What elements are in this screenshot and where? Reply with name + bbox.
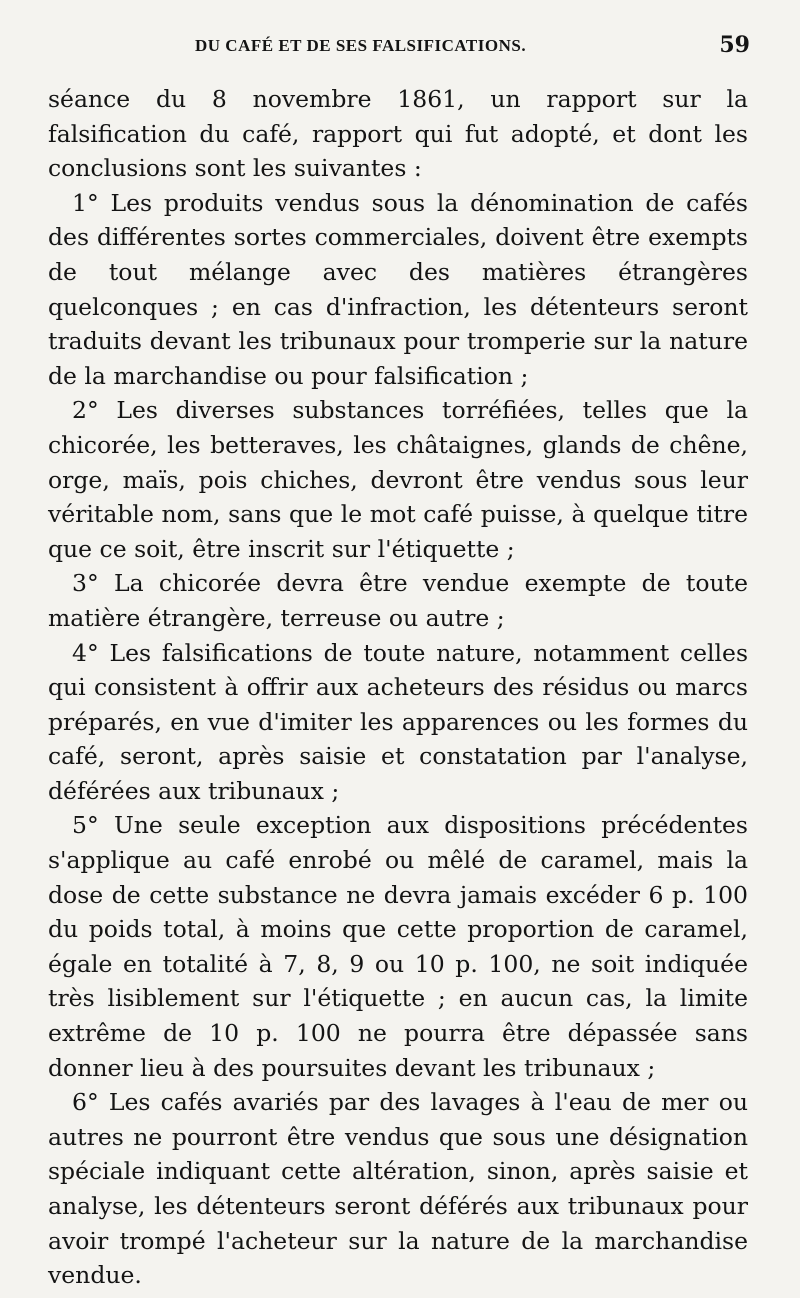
page-header <box>60 30 750 70</box>
conclusion-2: 2° Les diverses substances torréfiées, telles que la chicorée, les betteraves, les châtaignes, glands de chêne, orge, maïs, pois chiches, devront être vendus sous leur véritable nom, sans que le mot café puisse, à quelque titre que ce soit, être inscrit sur l'étiquette ; <box>48 396 748 563</box>
conclusion-4: 4° Les falsifications de toute nature, notamment celles qui consistent à offrir aux acheteurs des résidus ou marcs préparés, en vue d'imiter les apparences ou les formes du café, seront, après saisie et constatation par l'analyse, déférées aux tribunaux ; <box>48 638 748 805</box>
running-title: DU CAFÉ ET DE SES FALSIFICATIONS. <box>195 36 527 55</box>
conclusion-1: 1° Les produits vendus sous la dénomination de cafés des différentes sortes commerciales, doivent être exempts de tout mélange avec des matières étrangères quelconques ; en cas d'infraction, les détenteurs seront traduits devant les tribunaux pour tromperie sur la nature de la marchandise ou pour falsification ; <box>48 188 748 390</box>
conclusion-3: 3° La chicorée devra être vendue exempte de toute matière étrangère, terreuse ou autre ; <box>48 569 748 632</box>
intro-paragraph: séance du 8 novembre 1861, un rapport sur la falsification du café, rapport qui fut adopté, et dont les conclusions sont les suivantes : <box>48 85 748 183</box>
page-number: 59 <box>719 32 750 58</box>
conclusion-6: 6° Les cafés avariés par des lavages à l'eau de mer ou autres ne pourront être vendus que sous une désignation spéciale indiquant cette altération, sinon, après saisie et analyse, les détenteurs seront déférés aux tribunaux pour avoir trompé l'acheteur sur la nature de la marchandise vendue. <box>48 1088 748 1290</box>
conclusion-5: 5° Une seule exception aux dispositions précédentes s'applique au café enrobé ou mêlé de caramel, mais la dose de cette substance ne devra jamais excéder 6 p. 100 du poids total, à moins que cette proportion de caramel, égale en totalité à 7, 8, 9 ou 10 p. 100, ne soit indiquée très lisiblement sur l'étiquette ; en aucun cas, la limite extrême de 10 p. 100 ne pourra être dépassée sans donner lieu à des poursuites devant les tribunaux ; <box>48 811 748 1082</box>
page-body <box>48 82 748 1293</box>
